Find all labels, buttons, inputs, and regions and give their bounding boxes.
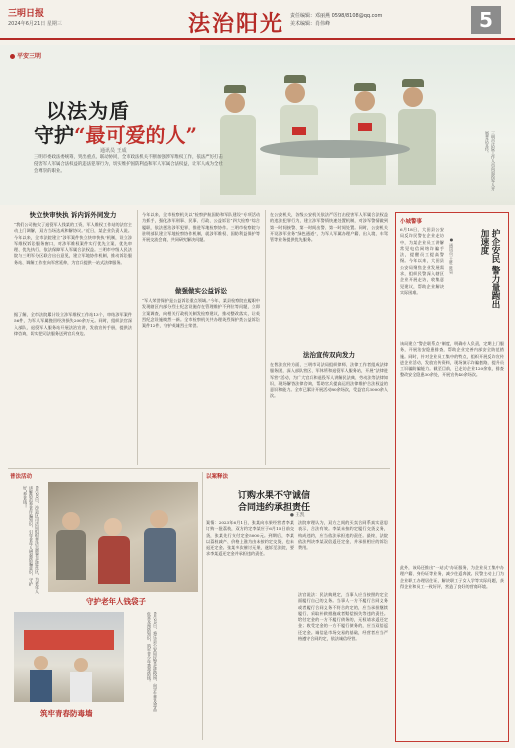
column-rule [137,210,138,465]
paper-date: 2024年6月21日 星期三 [8,21,62,27]
case-tag: 以案释法 [206,474,229,480]
figure-officer-4 [398,79,436,185]
column-rule [265,210,266,465]
hero-title-line2: 守护“最可爱的人” [34,123,198,147]
photo1-label: 守护老年人钱袋子 [86,597,146,606]
sidebar-author: ● 通讯员 王胜 陈昊 [449,237,454,274]
paper-name: 三明日报 [8,9,45,19]
case-text-3: 法官说法：民法典规定，当事人应当按照约定全面履行自己的义务。当事人一方不履行合同义务或者履行合同义务不符合约定的，应当承担继续履行、采取补救措施或者赔偿损失等违约责任。给付定金的一方不履行债务的，无权请求返还定金；收受定金的一方不履行债务的，应当双倍返还定金。诚信是市场交易的基础，经营者应当严格遵守合同约定，依法诚信经营。 [298,592,388,642]
photo2-label: 筑牢青春防毒墙 [40,709,93,718]
page-number: 5 [471,6,501,34]
sidebar-text-2: 该局建立“警企联系点”制度，明确专人负责，定期上门服务，开展治安隐患排查，帮助企业完善内部安全防范措施。同时，针对企业员工集中的特点，组织开展反诈宣传进企业活动，发放宣传资料，现场演示诈骗套路，提升员工识骗防骗能力。截至目前，已走访企业120余家，排查整改安全隐患30余处，开展宣传40余场次。 [400,341,504,378]
article3-more: 在普法宣传方面，三明市司法局组织律师、法律工作者组成法律服务团，深入部队营区、军休所和退役军人服务站，开展“法律进军营”活动，为广大官兵和退役军人讲解民法典、劳动法等法律知识，现场解答法律咨询，帮助官兵提高运用法律维护合法权益的意识和能力。全市已累计开展活动80余场次，受益官兵3000余人次。 [270,362,388,399]
red-booklet [358,123,372,131]
article1-text: “我们公司拖欠了退役军人钱某的工资，军人维权工作站的法官主动上门调解，双方当场达成和解协议。”近日，某企业负责人说。今年以来，全市法院建立“涉军案件快立快审快执”机制，设立涉军维权诉讼服务窗口，对涉军维权案件实行优先立案、优先审理、优先执行，依法保障军人军属合法权益。三明市中级人民法院与三明军分区联合出台意见，建立军地协作机制，推动诉讼服务站、调解工作室向军营延伸，为官兵提供一站式法律服务。 [14,222,132,265]
article2-text: 今年以来，全市检察机关以“检察护航国防和军队建设”专项活动为抓手，强化涉军刑事、民事、行政、公益诉讼“四大检察”综合履职，依法惩治涉军犯罪，推进军地检察协作。三明市检察院与驻明部队建立军地检察协作机制，就涉军维权、国防利益保护等开展交流会商，共同研究解决问题。 [142,212,260,243]
case-title-line2: 合同违约承担责任 [238,503,311,513]
figure-officer-1 [220,85,256,195]
editor-line: 责任编辑：邓丽燕 0598/8108@qq.com [290,13,383,19]
column-rule [202,472,203,740]
hero-byline: 通讯员 王成 [100,148,127,154]
article3-subhead: 法治宣传双向发力 [303,351,355,359]
sidebar-title: 护企安民 警力量跑出加速度 [479,229,500,309]
section-title: 法治阳光 [188,11,285,37]
figure-officer-3 [350,83,386,185]
article2-subhead: 做强做实公益诉讼 [175,287,227,295]
bottom-left-tag: 普法活动 [10,474,33,480]
table [260,140,410,158]
section-rule [8,468,390,469]
dot-icon [10,54,15,59]
case-title-line1: 订购水果不守诚信 [238,491,311,501]
sidebar-text-3: 此外，该局还推出“一站式”办证服务，为企业员工集中办理户籍、身份证等业务，减少往返奔波。民警主动上门为企业职工办理居住证，解决职工子女入学等实际问题，获得企业和员工一致好评，营造了良好的营商环境。 [400,565,504,589]
masthead [0,0,515,40]
case-byline: ● 王凯 [290,513,305,518]
hero-section [0,45,515,205]
photo-students [14,612,124,702]
photo2-caption: 6月25日，将乐县公安局民警走进校园，向学生普及毒品危害及预防知识，筑牢青少年禁毒防线。 [147,612,158,712]
article1-more: 据了解，全市法院累计设立涉军维权工作站13个，审结涉军案件56件，为军人军属挽回经济损失200余万元。同时，组织法官深入部队、退役军人服务站开展法治宣讲，发放宣传手册，提供法律咨询，切实把司法服务送到官兵身边。 [14,312,132,336]
sidebar-tag: 小城警事 [400,219,423,225]
column-tag: 平安三明 [10,51,41,60]
case-text-2: 法院审理认为，双方之间的买卖合同系真实意思表示，合法有效。李某未按约定履行交货义务，构成违约，应当依法承担违约责任。最终，法院依法判决李某双倍返还定金，并承担相应的诉讼费用。 [298,520,388,551]
photo-seniors [48,482,198,592]
case-text-1: 案情：2023年6月1日，张某向水果经营者李某订购一批荔枝，双方约定李某应于6月15日前交货，张某先行支付定金5000元。到期后，李某以荔枝减产、价格上涨为由未按约定交货，也未退还定金。张某多次催讨无果，遂诉至法院，要求李某返还定金并承担违约责任。 [206,520,294,557]
article3-text: 在公安机关，各级公安机关依法严厉打击侵害军人军属合法权益的违法犯罪行为，建立涉军警情快速处置机制，对涉军警情做到第一时间接警、第一时间出警、第一时间处置。同时，公安机关开设涉军业务“绿色通道”，为军人军属办理户籍、出入境、车驾管等业务提供优先服务。 [270,212,388,243]
hero-title-line1: 以法为盾 [46,99,130,123]
sidebar-box [395,212,509,742]
hero-caption: 三明市法院工作人员向退役军人开展普法宣传。 [485,131,496,191]
red-booklet [292,127,306,135]
figure-officer-2 [280,75,318,175]
sidebar-text-1: 6月18日，大田县公安局反诈民警在企业走访中，为某企业员工讲解常见电信网络诈骗手法，提醒员工提高警惕。今年以来，大田县公安局聚焦企业发展需求，组织民警深入辖区企业开展走访，收集意见建议，帮助企业解决实际困难。 [400,227,444,295]
photo1-caption: 6月20日，沙县区司法局组织普法志愿者走进社区，为老年人讲解防范养老诈骗知识，引导老年人增强防骗意识，守护好“养老钱”。 [23,486,40,594]
article1-subhead: 快立快审快执 诉内诉外同发力 [29,211,117,219]
article2-more: “军人荣誉保护是公益诉讼重点领域。”今年，某县检察院在履职中发现辖区内部分烈士纪念设施存在管理维护不到位等问题，立即立案调查，向相关行政机关制发检察建议，推动整改落实，让英烈纪念设施焕然一新。全市检察机关共办理英烈保护类公益诉讼案件12件，守护英雄烈士荣誉。 [142,298,260,329]
art-editor-line: 美术编辑：肖伟峰 [290,21,331,27]
hero-lead: 三明市委政法委统筹，突出重点、联动协同，全市政法机关不断加强涉军维权工作，依法严厉打击侵害军人军属合法权益的违法犯罪行为，切实维护国防利益和军人军属合法权益，让军人成为全社会尊崇的职业。 [34,155,223,174]
